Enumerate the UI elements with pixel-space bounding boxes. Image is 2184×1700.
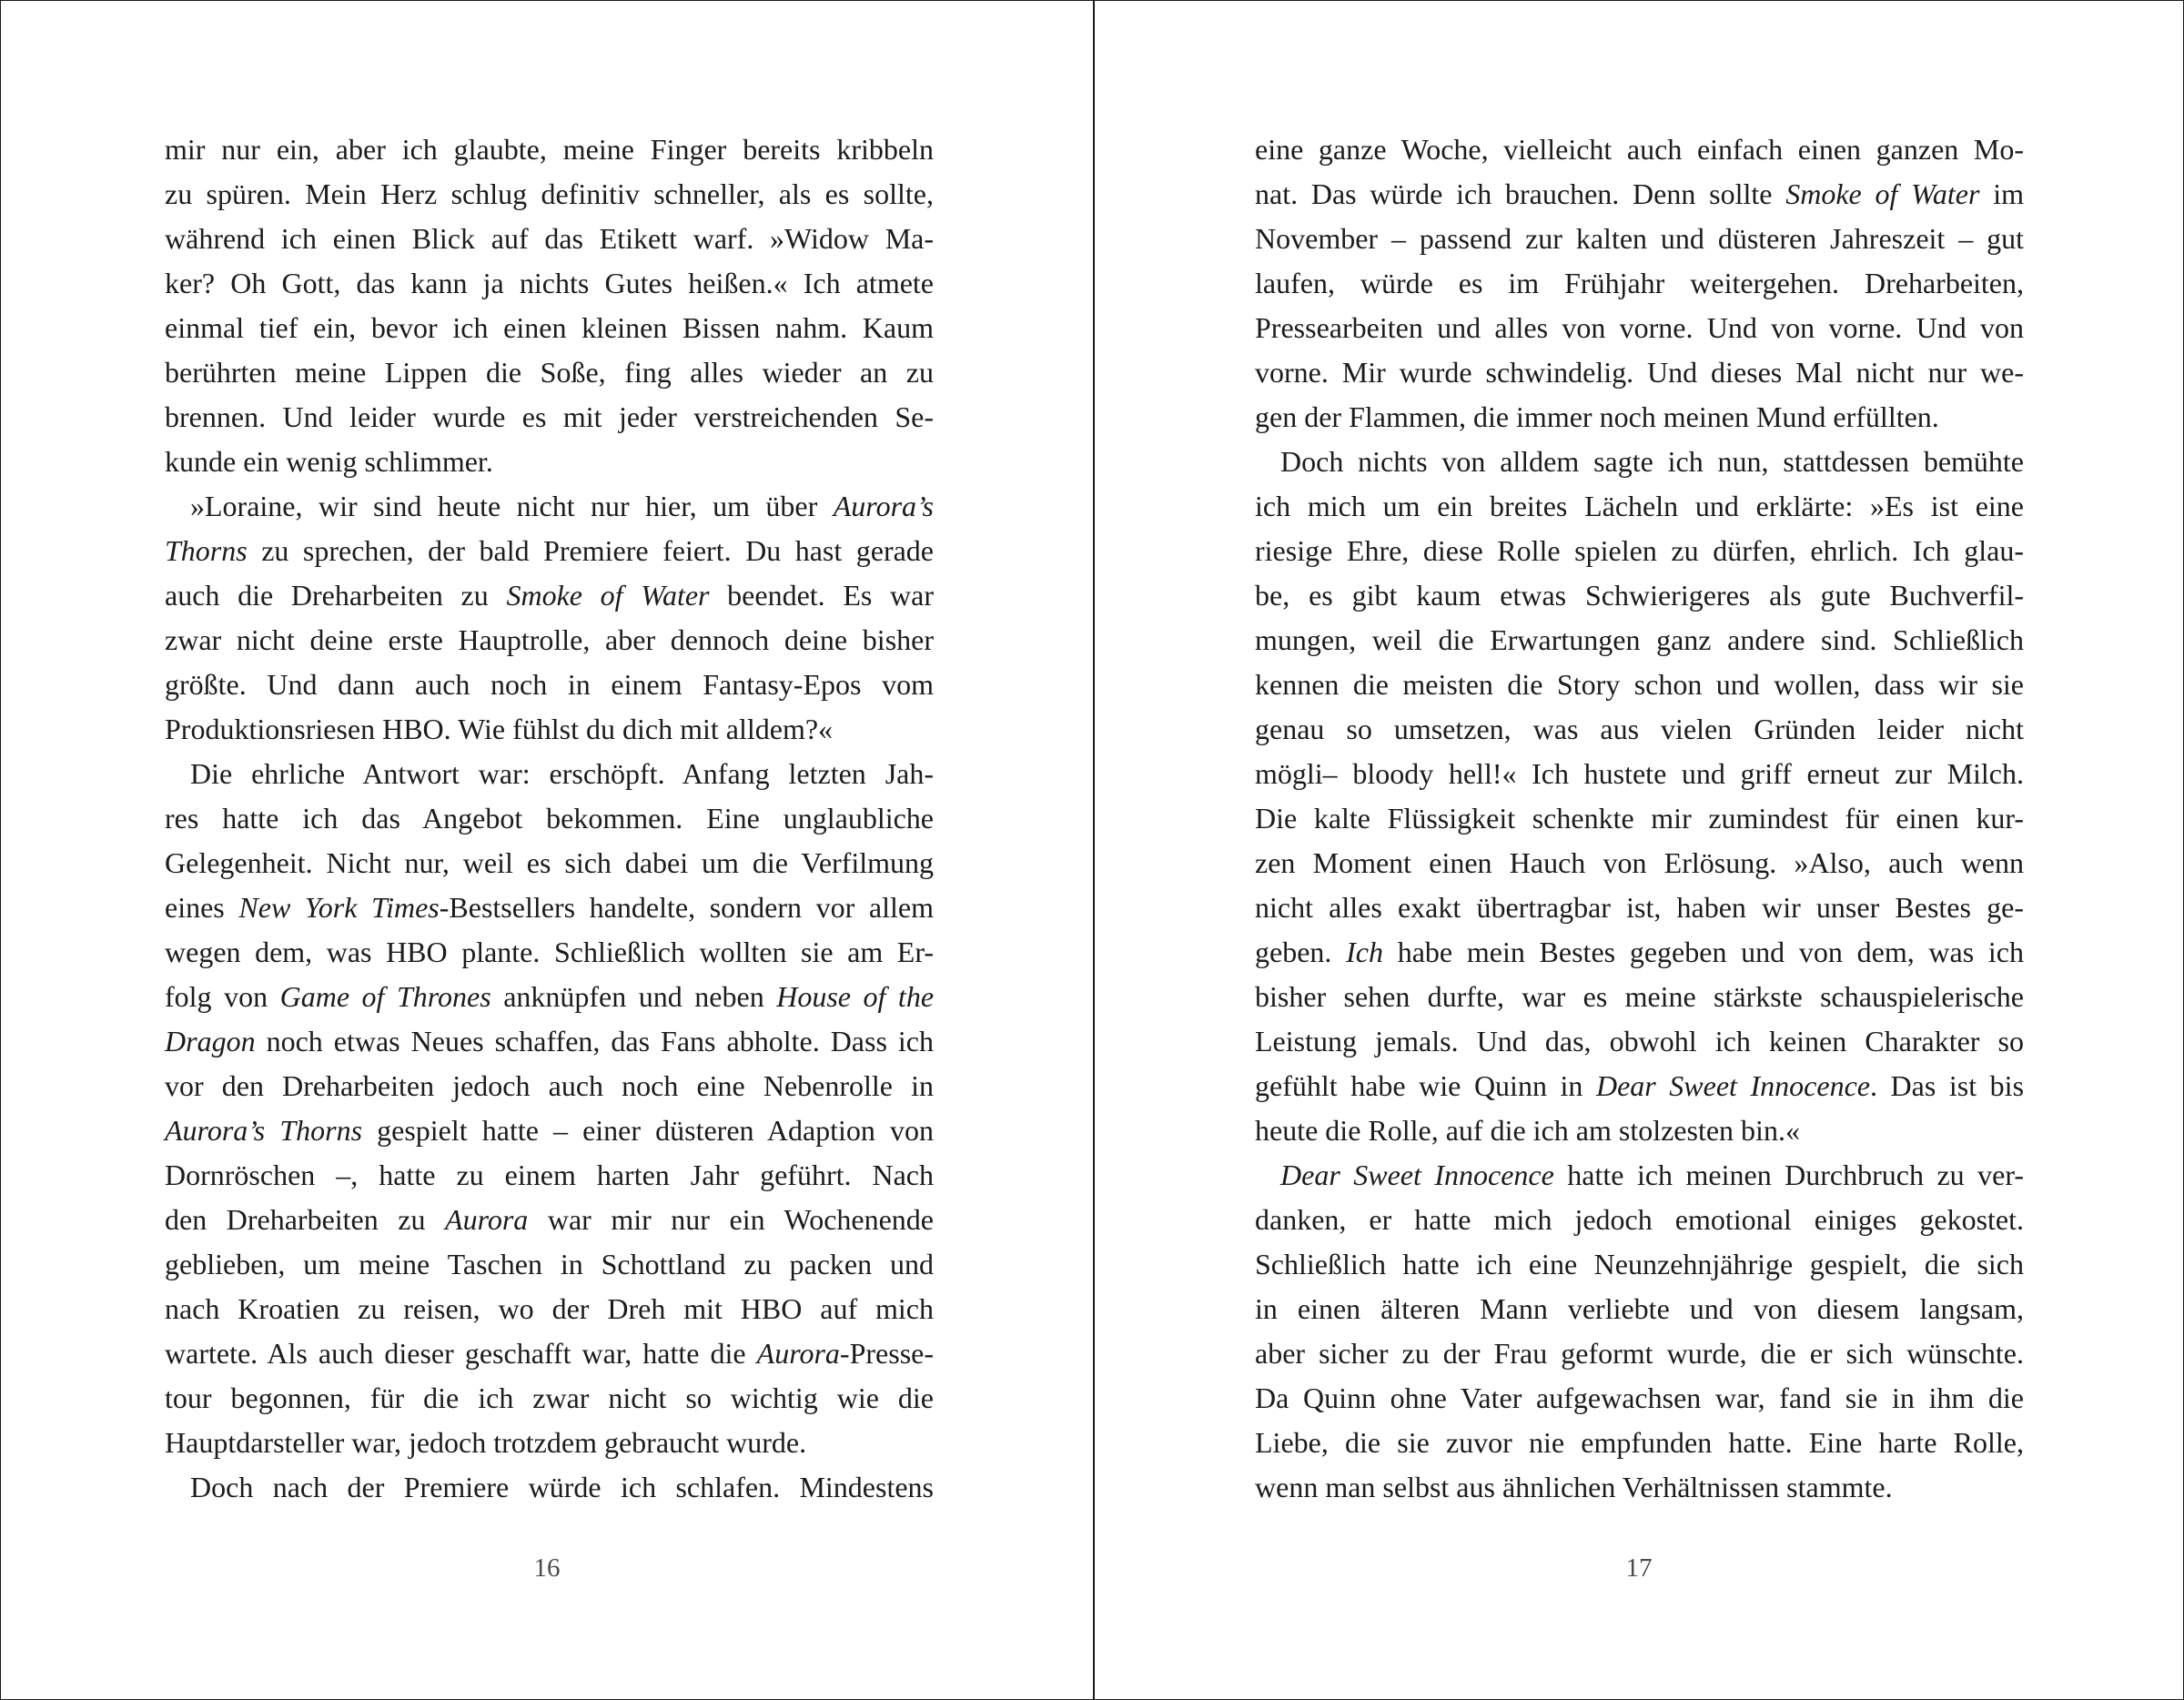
left-page-number: 16 xyxy=(533,1553,561,1583)
text-line: in einen älteren Mann verliebte und von diesem langsam, xyxy=(1255,1292,2024,1325)
text-line: Liebe, die sie zuvor nie empfunden hatte. Eine harte Rolle, xyxy=(1255,1426,2024,1459)
text-line: aber sicher zu der Frau geformt wurde, die er sich wünschte. xyxy=(1255,1337,2024,1370)
text-line: wegen dem, was HBO plante. Schließlich wollten sie am Er- xyxy=(165,936,934,968)
text-line: eines New York Times-Bestsellers handelte, sondern vor allem xyxy=(165,891,935,924)
text-line: Doch nichts von alldem sagte ich nun, stattdessen bemühte xyxy=(1280,445,2024,478)
text-line: berührten meine Lippen die Soße, fing alles wieder an zu xyxy=(165,356,934,389)
text-line: ich mich um ein breites Lächeln und erklärte: »Es ist eine xyxy=(1255,490,2024,522)
text-line: nach Kroatien zu reisen, wo der Dreh mit HBO auf mich xyxy=(165,1292,934,1325)
text-line: wenn man selbst aus ähnlichen Verhältnissen stammte. xyxy=(1255,1471,1893,1503)
text-line: größte. Und dann auch noch in einem Fantasy-Epos vom xyxy=(165,668,934,701)
text-line: Die kalte Flüssigkeit schenkte mir zumindest für einen kur- xyxy=(1255,802,2024,835)
text-line: folg von Game of Thrones anknüpfen und neben House of the xyxy=(165,980,935,1013)
text-line: kennen die meisten die Story schon und wollen, dass wir sie xyxy=(1255,668,2024,701)
left-page xyxy=(1,1,1092,1699)
text-line: Produktionsriesen HBO. Wie fühlst du dich mit alldem?« xyxy=(165,713,834,745)
text-line: mir nur ein, aber ich glaubte, meine Finger bereits kribbeln xyxy=(165,133,934,166)
text-line: »Loraine, wir sind heute nicht nur hier, um über Aurora’s xyxy=(190,490,934,522)
right-page-text xyxy=(1255,127,2024,1510)
text-line: heute die Rolle, auf die ich am stolzesten bin.« xyxy=(1255,1114,1800,1147)
text-line: Die ehrliche Antwort war: erschöpft. Anfang letzten Jah- xyxy=(190,757,934,790)
text-line: Doch nach der Premiere würde ich schlafen. Mindestens xyxy=(190,1471,934,1503)
text-line: Dragon noch etwas Neues schaffen, das Fans abholte. Dass ich xyxy=(165,1025,934,1057)
right-page-number: 17 xyxy=(1625,1553,1653,1583)
text-line: danken, er hatte mich jedoch emotional einiges gekostet. xyxy=(1255,1203,2024,1236)
text-line: be, es gibt kaum etwas Schwierigeres als gute Buchverfil- xyxy=(1255,579,2024,612)
text-line: Pressearbeiten und alles von vorne. Und von vorne. Und von xyxy=(1255,311,2024,344)
text-line: kunde ein wenig schlimmer. xyxy=(165,445,493,478)
text-line: Aurora’s Thorns gespielt hatte – einer düsteren Adaption von xyxy=(165,1114,935,1147)
text-line: nicht alles exakt übertragbar ist, haben wir unser Bestes ge- xyxy=(1255,891,2024,924)
text-line: geblieben, um meine Taschen in Schottland zu packen und xyxy=(165,1248,934,1280)
text-line: gefühlt habe wie Quinn in Dear Sweet Innocence. Das ist bis xyxy=(1255,1069,2025,1102)
text-line: Schließlich hatte ich eine Neunzehnjährige gespielt, die sich xyxy=(1255,1248,2024,1280)
text-line: mungen, weil die Erwartungen ganz andere sind. Schließlich xyxy=(1255,623,2024,656)
text-line: eine ganze Woche, vielleicht auch einfach einen ganzen Mo- xyxy=(1255,133,2024,166)
text-line: genau so umsetzen, was aus vielen Gründen leider nicht xyxy=(1255,713,2024,745)
text-line: einmal tief ein, bevor ich einen kleinen Bissen nahm. Kaum xyxy=(165,311,934,344)
text-line: Thorns zu sprechen, der bald Premiere feiert. Du hast gerade xyxy=(165,534,934,567)
text-line: Hauptdarsteller war, jedoch trotzdem gebraucht wurde. xyxy=(165,1426,807,1459)
text-line: wartete. Als auch dieser geschafft war, hatte die Aurora-Presse- xyxy=(165,1337,934,1370)
text-line: Dear Sweet Innocence hatte ich meinen Durchbruch zu ver- xyxy=(1280,1159,2024,1191)
text-line: vor den Dreharbeiten jedoch auch noch eine Nebenrolle in xyxy=(165,1069,934,1102)
text-line: bisher sehen durfte, war es meine stärkste schauspielerische xyxy=(1255,980,2024,1013)
text-line: brennen. Und leider wurde es mit jeder verstreichenden Se- xyxy=(165,400,934,433)
text-line: November – passend zur kalten und düsteren Jahreszeit – gut xyxy=(1255,222,2024,255)
right-page xyxy=(1095,1,2184,1699)
text-line: Gelegenheit. Nicht nur, weil es sich dabei um die Verfilmung xyxy=(165,846,934,879)
text-line: den Dreharbeiten zu Aurora war mir nur ein Wochenende xyxy=(165,1203,935,1236)
text-line: mögli– bloody hell!« Ich hustete und griff erneut zur Milch. xyxy=(1255,757,2024,790)
text-line: zu spüren. Mein Herz schlug definitiv schneller, als es sollte, xyxy=(165,177,934,210)
text-line: nat. Das würde ich brauchen. Denn sollte Smoke of Water im xyxy=(1255,177,2025,210)
text-line: ker? Oh Gott, das kann ja nichts Gutes heißen.« Ich atmete xyxy=(165,267,934,299)
text-line: laufen, würde es im Frühjahr weitergehen. Dreharbeiten, xyxy=(1255,267,2024,299)
text-line: während ich einen Blick auf das Etikett warf. »Widow Ma- xyxy=(165,222,934,255)
text-line: zen Moment einen Hauch von Erlösung. »Also, auch wenn xyxy=(1255,846,2024,879)
text-line: zwar nicht deine erste Hauptrolle, aber dennoch deine bisher xyxy=(165,623,934,656)
text-line: Dornröschen –, hatte zu einem harten Jahr geführt. Nach xyxy=(165,1159,934,1191)
left-page-text xyxy=(165,127,934,1510)
text-line: riesige Ehre, diese Rolle spielen zu dürfen, ehrlich. Ich glau- xyxy=(1255,534,2024,567)
text-line: geben. Ich habe mein Bestes gegeben und von dem, was ich xyxy=(1255,936,2025,968)
text-line: auch die Dreharbeiten zu Smoke of Water beendet. Es war xyxy=(165,579,935,612)
text-line: Da Quinn ohne Vater aufgewachsen war, fand sie in ihm die xyxy=(1255,1381,2024,1414)
text-line: gen der Flammen, die immer noch meinen Mund erfüllten. xyxy=(1255,400,1939,433)
text-line: Leistung jemals. Und das, obwohl ich keinen Charakter so xyxy=(1255,1025,2024,1057)
text-line: tour begonnen, für die ich zwar nicht so wichtig wie die xyxy=(165,1381,934,1414)
text-line: vorne. Mir wurde schwindelig. Und dieses Mal nicht nur we- xyxy=(1255,356,2024,389)
text-line: res hatte ich das Angebot bekommen. Eine unglaubliche xyxy=(165,802,934,835)
